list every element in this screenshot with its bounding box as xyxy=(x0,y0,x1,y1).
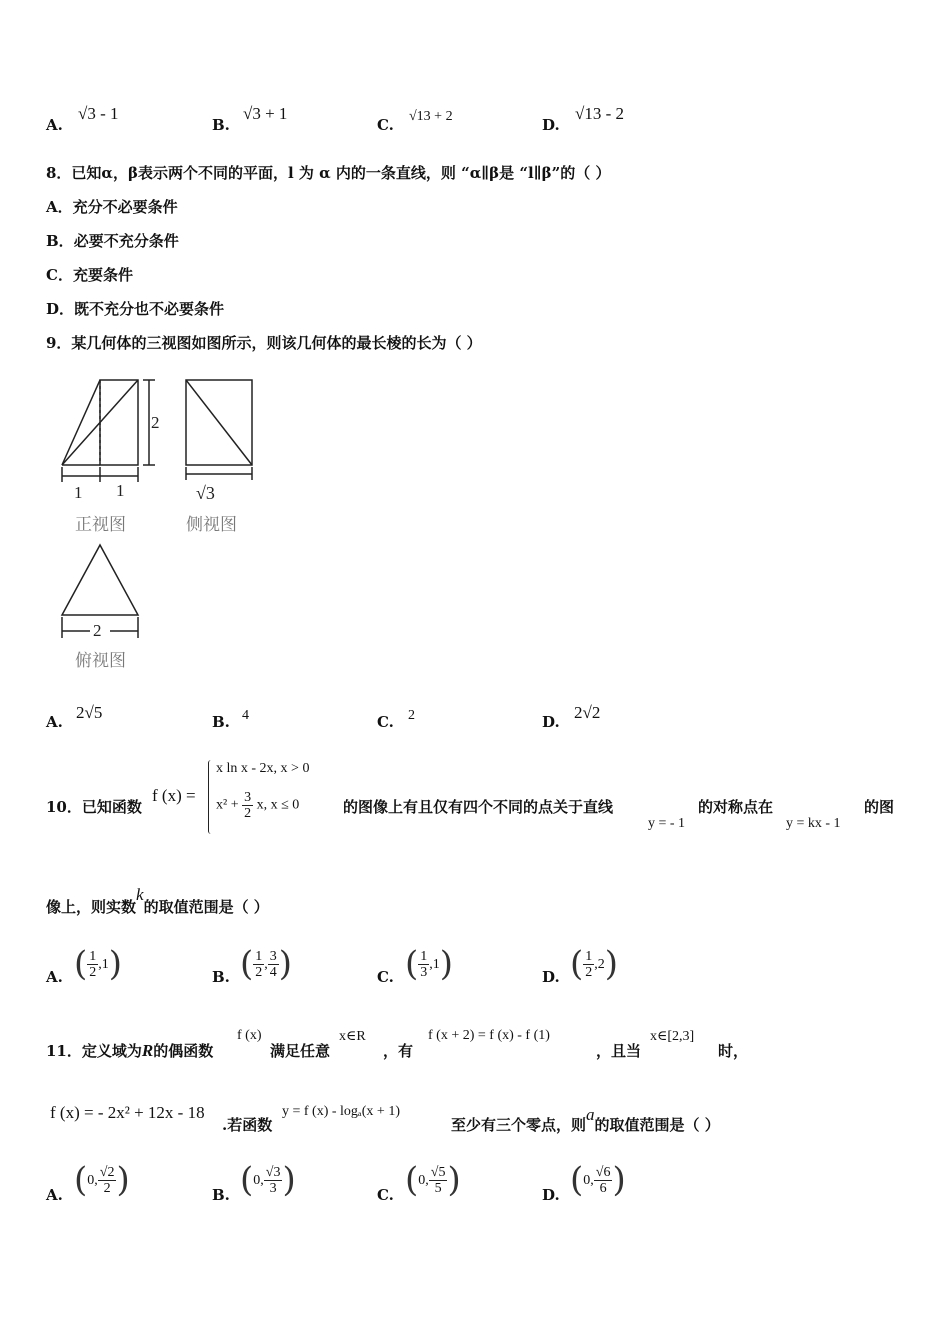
q10-stem-b: 的图像上有且仅有四个不同的点关于直线 xyxy=(343,798,614,816)
q8-option-b-letter: B． xyxy=(46,232,74,250)
q10-case-1: x ln x - 2x, x > 0 xyxy=(216,761,310,776)
top-width-label: 2 xyxy=(93,621,102,640)
top-view-caption: 俯视图 xyxy=(75,651,126,671)
q9-option-d-value: 2√2 xyxy=(574,703,601,722)
q11-def: f (x) = - 2x² + 12x - 18 xyxy=(50,1103,205,1122)
q10-stem-a: 10．已知函数 xyxy=(46,798,142,816)
q11-var-r: R xyxy=(141,1041,154,1060)
q11-c-pre: 0, xyxy=(418,1172,429,1188)
q10-case-2-num: 3 xyxy=(244,790,252,805)
q8-option-a xyxy=(46,196,178,217)
q11-stem-h-text: 至少有三个零点，则 xyxy=(451,1116,587,1134)
q11-cond-1: x∈R xyxy=(339,1029,366,1044)
side-view-diagonal xyxy=(186,380,252,465)
q11-fx: f (x) xyxy=(237,1028,262,1043)
q11-option-d-letter: D. xyxy=(542,1186,560,1204)
q8-option-b xyxy=(46,230,179,251)
q11-stem-a xyxy=(46,1040,213,1061)
q10-var-k: k xyxy=(136,885,144,904)
q10-case-2 xyxy=(216,790,299,821)
q11-option-c-letter: C. xyxy=(377,1186,394,1204)
q11-b-num: √3 xyxy=(265,1164,281,1180)
q9-option-c-letter: C. xyxy=(377,713,394,731)
q10-piecewise-brace xyxy=(208,760,211,834)
q10-case-2-pre: x² + xyxy=(216,797,243,813)
q11-cond-2: f (x + 2) = f (x) - f (1) xyxy=(428,1028,550,1043)
q8-option-b-text: 必要不充分条件 xyxy=(73,232,179,250)
q8-option-c-text: 充要条件 xyxy=(72,266,133,284)
q7-option-a-value: √3 - 1 xyxy=(78,104,119,123)
q10-c-rest: ,1 xyxy=(429,956,440,972)
q10-c-num: 1 xyxy=(420,948,428,964)
q11-a-den: 2 xyxy=(103,1180,111,1196)
q10-d-den: 2 xyxy=(585,964,593,980)
q11-b-den: 3 xyxy=(269,1180,277,1196)
q9-option-b-value: 4 xyxy=(242,708,249,723)
q11-stem-b-text: 的偶函数 xyxy=(153,1042,214,1060)
q8-option-a-letter: A． xyxy=(46,198,73,216)
q10-b-den2: 4 xyxy=(269,964,277,980)
q7-option-b-letter: B. xyxy=(212,116,230,134)
q10-option-d-value: ( $\frac{1}{2}$ ,2) xyxy=(570,944,619,984)
q11-a-pre: 0, xyxy=(87,1172,98,1188)
q11-option-c-value: (0, $\frac{√5}{5}$ ) xyxy=(405,1160,461,1200)
q10-stem-e xyxy=(46,885,269,917)
q11-stem-f: 时， xyxy=(718,1042,749,1060)
q11-d-den: 6 xyxy=(599,1180,607,1196)
q11-g-func: y = f (x) - logₐ(x + 1) xyxy=(282,1104,400,1119)
three-view-figure xyxy=(50,370,270,680)
q11-stem-d: ，有 xyxy=(383,1042,414,1060)
q7-option-a-letter: A. xyxy=(46,116,63,134)
q11-var-a: a xyxy=(586,1105,595,1124)
q10-b-num: 1 xyxy=(255,948,263,964)
front-view-caption: 正视图 xyxy=(75,515,126,535)
q7-option-d-value: √13 - 2 xyxy=(575,104,624,123)
q8-option-c-letter: C． xyxy=(46,266,73,284)
q11-stem-a-text: 11．定义域为 xyxy=(46,1042,142,1060)
q7-option-c-letter: C. xyxy=(377,116,394,134)
q11-stem-i-text: 的取值范围是（ ） xyxy=(594,1116,720,1134)
q9-option-a-letter: A. xyxy=(46,713,63,731)
q10-func-name: f (x) = xyxy=(152,786,196,805)
front-view-left-edge xyxy=(62,380,100,465)
q9-stem: 9．某几何体的三视图如图所示，则该几何体的最长棱的长为（ ） xyxy=(46,334,482,352)
q10-option-a-letter: A. xyxy=(46,968,63,986)
q9-option-c-value: 2 xyxy=(408,708,415,723)
q11-a-num: √2 xyxy=(99,1164,115,1180)
q11-option-b-value: (0, $\frac{√3}{3}$ ) xyxy=(240,1160,296,1200)
q10-b-num2: 3 xyxy=(269,948,277,964)
q8-option-d xyxy=(46,298,224,319)
q10-stem-c: 的对称点在 xyxy=(698,798,774,816)
q11-c-num: √5 xyxy=(430,1164,446,1180)
q10-a-den: 2 xyxy=(89,964,97,980)
q10-c-den: 3 xyxy=(420,964,428,980)
q10-case-2-post: x, x ≤ 0 xyxy=(256,797,300,813)
q10-stem-d: 的图 xyxy=(864,798,895,816)
q11-d-num: √6 xyxy=(595,1164,611,1180)
q11-option-b-letter: B. xyxy=(212,1186,230,1204)
q11-option-a-value: (0, $\frac{√2}{2}$ ) xyxy=(74,1160,130,1200)
side-width-label: √3 xyxy=(196,483,215,503)
q8-stem: 8．已知α，β表示两个不同的平面，l 为 α 内的一条直线，则 “α∥β是 “l∥β”的（ ） xyxy=(46,164,611,182)
q10-option-c-letter: C. xyxy=(377,968,394,986)
q9-option-b-letter: B. xyxy=(212,713,230,731)
q10-option-b-value: ( $\frac{1}{2}$ , $\frac{3}{4}$ ) xyxy=(240,944,293,984)
q10-case-2-den: 2 xyxy=(244,806,252,821)
front-right-width-label: 1 xyxy=(116,481,125,500)
q11-cond-3: x∈[2,3] xyxy=(650,1029,695,1044)
front-view-rect xyxy=(100,380,138,465)
q11-b-pre: 0, xyxy=(253,1172,264,1188)
q10-b-rest: , xyxy=(264,956,268,972)
q10-d-num: 1 xyxy=(585,948,593,964)
q10-b-den: 2 xyxy=(255,964,263,980)
q10-line-2: y = kx - 1 xyxy=(786,816,841,831)
q10-a-rest: ,1 xyxy=(98,956,109,972)
q11-stem-c: 满足任意 xyxy=(270,1042,331,1060)
q7-option-b-value: √3 + 1 xyxy=(243,104,288,123)
q10-option-a-value: ( $\frac{1}{2}$ ,1) xyxy=(74,944,123,984)
q9-option-a-value: 2√5 xyxy=(76,703,103,722)
q11-d-pre: 0, xyxy=(583,1172,594,1188)
q7-option-d-letter: D. xyxy=(542,116,560,134)
q10-a-num: 1 xyxy=(89,948,97,964)
q11-stem-h xyxy=(451,1105,720,1135)
q7-option-c-value: √13 + 2 xyxy=(409,109,453,124)
q11-c-den: 5 xyxy=(434,1180,442,1196)
q10-d-rest: ,2 xyxy=(594,956,605,972)
q10-stem-f-text: 的取值范围是（ ） xyxy=(143,898,269,916)
q8-option-d-letter: D． xyxy=(46,300,75,318)
q11-option-a-letter: A. xyxy=(46,1186,63,1204)
side-view-caption: 侧视图 xyxy=(186,515,237,535)
q11-stem-e: ，且当 xyxy=(596,1042,642,1060)
q10-line-1: y = - 1 xyxy=(648,816,686,831)
q11-option-d-value: (0, $\frac{√6}{6}$ ) xyxy=(570,1160,626,1200)
front-height-label: 2 xyxy=(151,413,160,432)
q11-stem-g: .若函数 xyxy=(222,1116,273,1134)
top-view-triangle xyxy=(62,545,138,615)
q8-option-d-text: 既不充分也不必要条件 xyxy=(74,300,225,318)
q10-option-c-value: ( $\frac{1}{3}$ ,1) xyxy=(405,944,454,984)
q10-option-d-letter: D. xyxy=(542,968,560,986)
front-left-width-label: 1 xyxy=(74,483,83,502)
q10-stem-e-text: 像上，则实数 xyxy=(46,898,137,916)
q8-option-c xyxy=(46,264,133,285)
q8-option-a-text: 充分不必要条件 xyxy=(72,198,178,216)
q10-option-b-letter: B. xyxy=(212,968,230,986)
q9-option-d-letter: D. xyxy=(542,713,560,731)
